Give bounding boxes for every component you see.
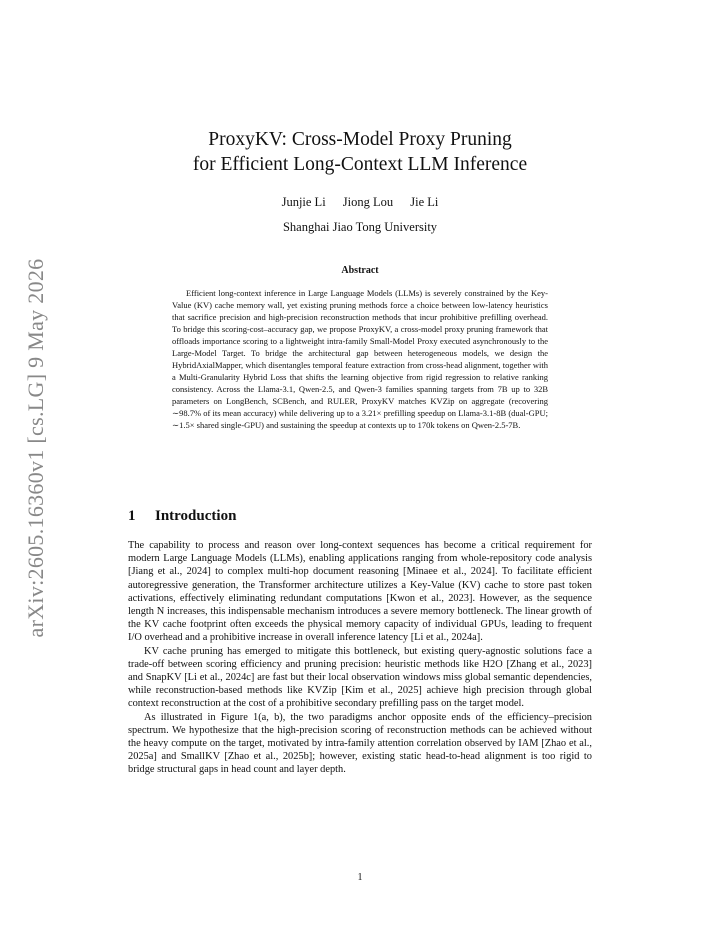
section-number: 1 — [128, 508, 136, 524]
section-title: Introduction — [155, 508, 237, 524]
page-number: 1 — [357, 872, 363, 883]
arxiv-identifier: arXiv:2605.16360v1 [cs.LG] 9 May 2026 — [23, 258, 48, 638]
author-name: Jiong Lou — [342, 195, 394, 209]
author-list — [128, 194, 592, 210]
abstract-heading: Abstract — [341, 265, 379, 276]
abstract-text: Efficient long-context inference in Large Language Models (LLMs) is severely constrained by the Key-Value (KV) cache memory wall, yet existing pruning methods force a choice between low-latency heuristics that sacrifice precision and high-precision reconstruction methods that incur prohibitive prefilling overhead. To bridge this scoring-cost–accuracy gap, we propose ProxyKV, a cross-model proxy pruning framework that offloads importance scoring to a lightweight intra-family Small-Model Proxy executed asynchronously to the Large-Model Target. To bridge the architectural gap between heterogeneous models, we design the HybridAxialMapper, which disentangles temporal feature extraction from cross-head alignment, together with a Multi-Granularity Hybrid Loss that shifts the learning objective from rigid regression to relative ranking consistency. Across the Llama-3.1, Qwen-2.5, and Qwen-3 families spanning targets from 7B up to 32B parameters on LongBench, SCBench, and RULER, ProxyKV matches KVZip on aggregate (recovering ∼98.7% of its mean accuracy) while delivering up to a 3.21× prefilling speedup on Llama-3.1-8B (dual-GPU; ∼1.5× shared single-GPU) and sustaining the speedup at contexts up to 170k tokens on Qwen-2.5-7B. — [172, 288, 548, 430]
section-heading — [128, 508, 236, 525]
author-name: Jie Li — [410, 195, 439, 209]
author-name: Junjie Li — [281, 195, 326, 209]
paper-title — [128, 127, 592, 177]
body-paragraph: KV cache pruning has emerged to mitigate this bottleneck, but existing query-agnostic solutions face a trade-off between scoring efficiency and pruning precision: heuristic methods like H2O [Zhang et al., 2023] and SnapKV [Li et al., 2024c] are fast but their local observation windows miss global semantic dependencies, while reconstruction-based methods like KVZip [Kim et al., 2025] achieve high precision through global context reconstruction at the cost of a prohibitive secondary prefilling pass on the target model. — [128, 645, 592, 710]
title-line-2: for Efficient Long-Context LLM Inference — [192, 154, 528, 175]
affiliation: Shanghai Jiao Tong University — [282, 220, 438, 234]
section-body — [128, 539, 592, 777]
body-paragraph: The capability to process and reason over long-context sequences has become a critical requirement for modern Large Language Models (LLMs), enabling applications ranging from whole-repository code analysis [Jiang et al., 2024] to complex multi-hop document reasoning [Minaee et al., 2024]. To facilitate efficient autoregressive generation, the Transformer architecture utilizes a Key-Value (KV) cache to store past token activations, effectively eliminating redundant computations [Kwon et al., 2023]. However, as the sequence length N increases, this indispensable mechanism introduces a severe memory bottleneck. The linear growth of the KV cache footprint often exceeds the physical memory capacity of individual GPUs, leading to frequent I/O overhead and a prohibitive increase in overall inference latency [Li et al., 2024a]. — [128, 540, 592, 644]
body-paragraph: As illustrated in Figure 1(a, b), the two paradigms anchor opposite ends of the efficiency–precision spectrum. We hypothesize that the high-precision scoring of reconstruction methods can be achieved without the heavy compute on the target, motivated by intra-family attention correlation observed by IAM [Zhao et al., 2025a] and SmallKV [Zhao et al., 2025b]; however, existing static head-to-head alignment is too rigid to bridge structural gaps in head count and layer depth. — [128, 711, 592, 776]
title-line-1: ProxyKV: Cross-Model Proxy Pruning — [208, 129, 512, 150]
